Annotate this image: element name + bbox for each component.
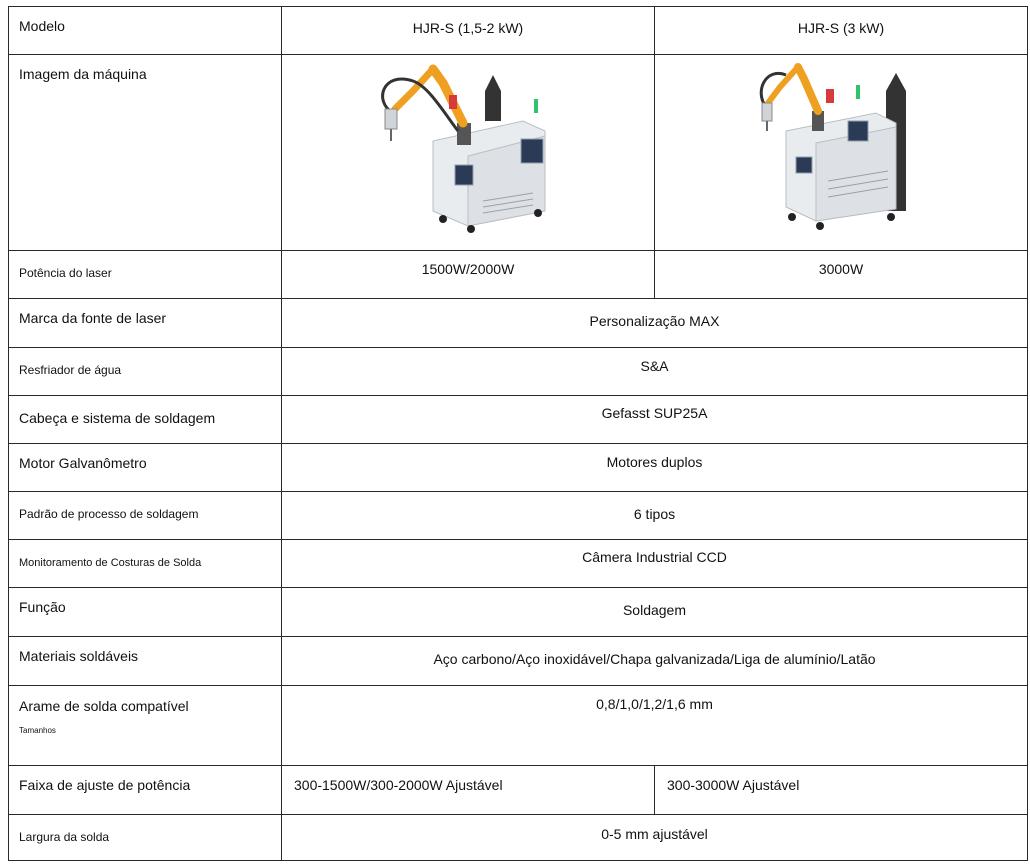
table-row <box>9 588 1028 637</box>
table-row <box>9 55 1028 251</box>
table-row <box>9 396 1028 444</box>
model-b-name: HJR-S (3 kW) <box>655 7 1028 55</box>
row-label: Padrão de processo de soldagem <box>9 492 282 540</box>
table-row <box>9 540 1028 588</box>
row-label: Função <box>9 588 282 637</box>
width-value: 0-5 mm ajustável <box>282 815 1028 861</box>
spec-table <box>8 6 1028 861</box>
machine-image-b <box>756 61 926 231</box>
table-row <box>9 444 1028 492</box>
function-value: Soldagem <box>282 588 1028 637</box>
row-label: Resfriador de água <box>9 348 282 396</box>
galvo-value: Motores duplos <box>282 444 1028 492</box>
table-row <box>9 686 1028 766</box>
wire-label: Arame de solda compatível <box>19 698 189 714</box>
table-row <box>9 766 1028 815</box>
row-label: Modelo <box>9 7 282 55</box>
power-range-b-value: 300-3000W Ajustável <box>655 766 1028 815</box>
row-label: Monitoramento de Costuras de Solda <box>9 540 282 588</box>
wire-sublabel: Tamanhos <box>19 726 56 735</box>
power-range-a-value: 300-1500W/300-2000W Ajustável <box>282 766 655 815</box>
row-label: Marca da fonte de laser <box>9 299 282 348</box>
head-value: Gefasst SUP25A <box>282 396 1028 444</box>
table-row <box>9 492 1028 540</box>
table-row <box>9 637 1028 686</box>
pattern-value: 6 tipos <box>282 492 1028 540</box>
table-row <box>9 815 1028 861</box>
wire-value: 0,8/1,0/1,2/1,6 mm <box>282 686 1028 766</box>
power-a-value: 1500W/2000W <box>282 251 655 299</box>
row-label: Largura da solda <box>9 815 282 861</box>
row-label: Cabeça e sistema de soldagem <box>9 396 282 444</box>
source-brand-value: Personalização MAX <box>282 299 1028 348</box>
monitoring-value: Câmera Industrial CCD <box>282 540 1028 588</box>
table-row <box>9 299 1028 348</box>
row-label: Faixa de ajuste de potência <box>9 766 282 815</box>
row-label: Imagem da máquina <box>9 55 282 251</box>
model-a-name: HJR-S (1,5-2 kW) <box>282 7 655 55</box>
machine-image-cell-a <box>282 55 655 251</box>
table-row <box>9 7 1028 55</box>
chiller-value: S&A <box>282 348 1028 396</box>
row-label: Potência do laser <box>9 251 282 299</box>
machine-image-cell-b <box>655 55 1028 251</box>
materials-value: Aço carbono/Aço inoxidável/Chapa galvanizada/Liga de alumínio/Latão <box>282 637 1028 686</box>
table-row <box>9 348 1028 396</box>
power-b-value: 3000W <box>655 251 1028 299</box>
row-label: Materiais soldáveis <box>9 637 282 686</box>
row-label: Motor Galvanômetro <box>9 444 282 492</box>
row-label <box>9 686 282 766</box>
table-row <box>9 251 1028 299</box>
machine-image-a <box>373 61 563 237</box>
